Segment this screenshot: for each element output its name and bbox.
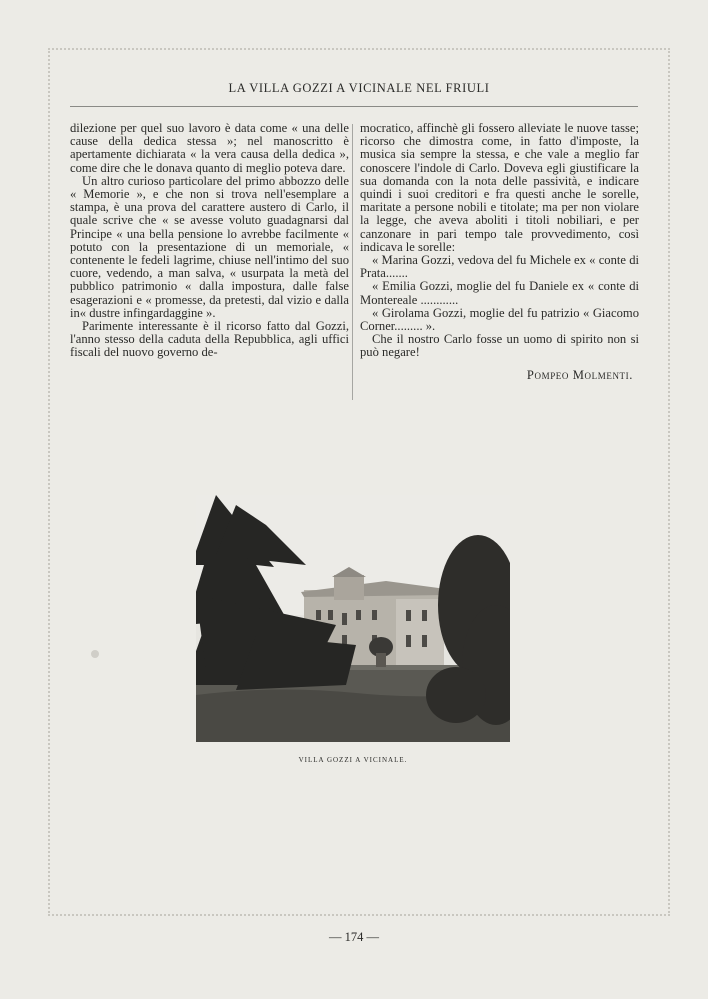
paragraph: dilezione per quel suo lavoro è data come « una delle cause della dedica stessa »; nel manoscritto è apertamente dichiarata « la vera causa della dedica », come dire che le donava quanto di meglio poteva dare. (70, 121, 349, 175)
paragraph: « Emilia Gozzi, moglie del fu Daniele ex « conte di Montereale ............ (360, 279, 639, 307)
figure-caption: VILLA GOZZI A VICINALE. (298, 756, 408, 764)
paragraph: mocratico, affinchè gli fossero alleviate le nuove tasse; ricorso che dimostra come, in fatto d'imposte, la musica sia sempre la stessa, e che vale a meglio far conoscere l'indole di Carlo. Doveva egli giustificare la sua domanda con la nota delle passività, e indicare quindi i suoi creditori e fra questi anche le sorelle, maritate a persone nobili e titolate; ma per non violare la legge, che aveva aboliti i titoli nobiliari, e per canzonare in pari tempo tale provvedimento, così indicava le sorelle: (360, 121, 639, 254)
paragraph: Parimente interessante è il ricorso fatto dal Gozzi, l'anno stesso della caduta della Repubblica, agli uffici fiscali del nuovo governo de- (70, 319, 349, 360)
author-signature: Pompeo Molmenti. (526, 367, 633, 382)
page-number: — 174 — (329, 930, 379, 944)
right-column (360, 122, 639, 382)
header-rule (70, 106, 638, 107)
paragraph: « Marina Gozzi, vedova del fu Michele ex « conte di Prata....... (360, 253, 639, 281)
column-divider (352, 124, 353, 400)
running-head: LA VILLA GOZZI A VICINALE NEL FRIULI (228, 81, 490, 95)
paragraph: Un altro curioso particolare del primo abbozzo delle « Memorie », e che non si trova nell'esemplare a stampa, è una prova del carattere austero di Carlo, il quale scrive che « se avesse voluto guadagnarsi dal Principe « una bella pensione lo avrebbe facilmente « potuto con la presentazione di un memoriale, « contenente le fedeli lagrime, chiuse nell'intimo del suo cuore, vedendo, a man salva, « usurpata la metà del pubblico patrimonio « dalla impostura, dalle false esagerazioni e « promesse, da pretesti, dal vizio e dalla in« dustre infingardaggine ». (70, 173, 349, 320)
villa-photograph (196, 495, 510, 742)
paragraph: Che il nostro Carlo fosse un uomo di spirito non si può negare! (360, 332, 639, 360)
left-column (70, 122, 349, 360)
paper-blemish (91, 650, 99, 658)
paragraph: « Girolama Gozzi, moglie del fu patrizio « Giacomo Corner......... ». (360, 305, 639, 334)
